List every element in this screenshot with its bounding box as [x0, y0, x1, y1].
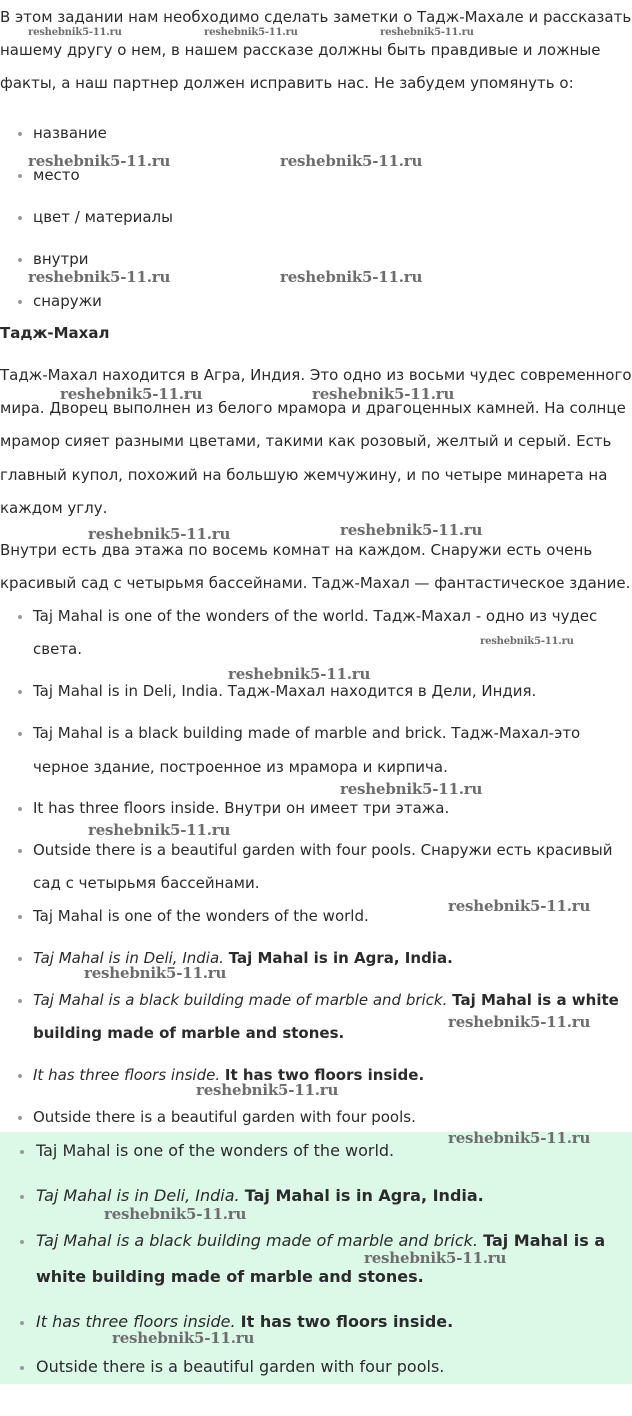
translation-item: It has three floors inside. Внутри он имеет три этажа. [33, 799, 450, 817]
bullet-dot [18, 732, 22, 736]
translation-item: Taj Mahal is in Deli, India. Тадж-Махал находится в Дели, Индия. [33, 682, 537, 700]
bullet-dot [18, 216, 22, 220]
watermark: reshebnik5-11.ru [364, 1249, 507, 1267]
watermark: reshebnik5-11.ru [228, 665, 371, 683]
intro-line-3: факты, а наш партнер должен исправить нас. Не забудем упомянуть о: [0, 74, 574, 92]
correction-item: Outside there is a beautiful garden with four pools. [33, 1108, 416, 1126]
paragraph-line: мрамор сияет разными цветами, такими как розовый, желтый и серый. Есть [0, 432, 612, 450]
true-statement: Taj Mahal is a white [452, 991, 619, 1009]
bullet-dot [18, 999, 22, 1003]
watermark: reshebnik5-11.ru [28, 268, 171, 286]
translation-item: Taj Mahal is one of the wonders of the world. Тадж-Махал - одно из чудес [33, 607, 598, 625]
bullet-dot [20, 1321, 24, 1325]
false-statement: Taj Mahal is a black building made of marble and brick. [36, 1231, 478, 1250]
watermark: reshebnik5-11.ru [84, 964, 227, 982]
bullet-dot [18, 957, 22, 961]
watermark: reshebnik5-11.ru [60, 385, 203, 403]
topic-item: название [33, 124, 107, 142]
watermark: reshebnik5-11.ru [340, 780, 483, 798]
watermark: reshebnik5-11.ru [380, 27, 474, 38]
bullet-dot [18, 1116, 22, 1120]
topic-item: цвет / материалы [33, 208, 173, 226]
bullet-dot [18, 615, 22, 619]
intro-line-1: В этом задании нам необходимо сделать заметки о Тадж-Махале и рассказать [0, 8, 632, 26]
paragraph-line: каждом углу. [0, 499, 108, 517]
watermark: reshebnik5-11.ru [28, 152, 171, 170]
watermark: reshebnik5-11.ru [448, 1129, 591, 1147]
paragraph-line: главный купол, похожий на большую жемчужину, и по четыре минарета на [0, 466, 608, 484]
false-statement: Taj Mahal is in Deli, India. [33, 949, 224, 967]
bullet-dot [18, 132, 22, 136]
paragraph-line: красивый сад с четырьмя бассейнами. Тадж-Махал — фантастическое здание. [0, 574, 631, 592]
true-statement: Taj Mahal is in Agra, India. [244, 1186, 484, 1205]
topic-item: место [33, 166, 80, 184]
translation-item-cont: света. [33, 640, 83, 658]
correction-item: Taj Mahal is one of the wonders of the world. [33, 907, 369, 925]
bullet-dot [20, 1150, 24, 1154]
watermark: reshebnik5-11.ru [112, 1329, 255, 1347]
paragraph-line: мира. Дворец выполнен из белого мрамора и драгоценных камней. На солнце [0, 399, 626, 417]
true-statement: It has two floors inside. [240, 1312, 454, 1331]
paragraph-line: Тадж-Махал находится в Агра, Индия. Это одно из восьми чудес современного [0, 366, 632, 384]
translation-item-cont: сад с четырьмя бассейнами. [33, 874, 260, 892]
true-statement: Taj Mahal is a [483, 1231, 606, 1250]
bullet-dot [20, 1195, 24, 1199]
watermark: reshebnik5-11.ru [104, 1205, 247, 1223]
translation-item-cont: черное здание, построенное из мрамора и кирпича. [33, 758, 448, 776]
answer-item: Taj Mahal is one of the wonders of the world. [36, 1141, 395, 1160]
paragraph-line: Внутри есть два этажа по восемь комнат на каждом. Снаружи есть очень [0, 541, 593, 559]
true-statement: Taj Mahal is in Agra, India. [228, 949, 453, 967]
answer-item: Outside there is a beautiful garden with four pools. [36, 1357, 445, 1376]
bullet-dot [18, 174, 22, 178]
intro-line-2: нашему другу о нем, в нашем рассказе должны быть правдивые и ложные [0, 41, 601, 59]
bullet-dot [18, 258, 22, 262]
watermark: reshebnik5-11.ru [340, 521, 483, 539]
highlighted-answer-block [0, 1132, 632, 1384]
true-statement: It has two floors inside. [224, 1066, 425, 1084]
watermark: reshebnik5-11.ru [480, 636, 574, 647]
true-statement-cont: building made of marble and stones. [33, 1024, 345, 1042]
bullet-dot [18, 1074, 22, 1078]
watermark: reshebnik5-11.ru [88, 821, 231, 839]
watermark: reshebnik5-11.ru [88, 525, 231, 543]
translation-item: Outside there is a beautiful garden with four pools. Снаружи есть красивый [33, 841, 613, 859]
bullet-dot [20, 1366, 24, 1370]
bullet-dot [18, 690, 22, 694]
watermark: reshebnik5-11.ru [280, 268, 423, 286]
watermark: reshebnik5-11.ru [28, 27, 122, 38]
watermark: reshebnik5-11.ru [448, 1013, 591, 1031]
bullet-dot [18, 915, 22, 919]
false-statement: It has three floors inside. [36, 1312, 236, 1331]
false-statement: Taj Mahal is in Deli, India. [36, 1186, 240, 1205]
watermark: reshebnik5-11.ru [448, 897, 591, 915]
section-heading: Тадж-Махал [0, 324, 110, 342]
watermark: reshebnik5-11.ru [196, 1081, 339, 1099]
watermark: reshebnik5-11.ru [280, 152, 423, 170]
correction-item [33, 991, 619, 1009]
false-statement: Taj Mahal is a black building made of marble and brick. [33, 991, 448, 1009]
answer-item [36, 1186, 484, 1205]
topic-item: снаружи [33, 292, 102, 310]
answer-item [36, 1231, 605, 1250]
bullet-dot [20, 1240, 24, 1244]
bullet-dot [18, 807, 22, 811]
false-statement: It has three floors inside. [33, 1066, 221, 1084]
bullet-dot [18, 849, 22, 853]
watermark: reshebnik5-11.ru [312, 385, 455, 403]
watermark: reshebnik5-11.ru [204, 27, 298, 38]
translation-item: Taj Mahal is a black building made of marble and brick. Тадж-Махал-это [33, 724, 581, 742]
bullet-dot [18, 300, 22, 304]
topic-item: внутри [33, 250, 89, 268]
true-statement-cont: white building made of marble and stones. [36, 1267, 424, 1286]
